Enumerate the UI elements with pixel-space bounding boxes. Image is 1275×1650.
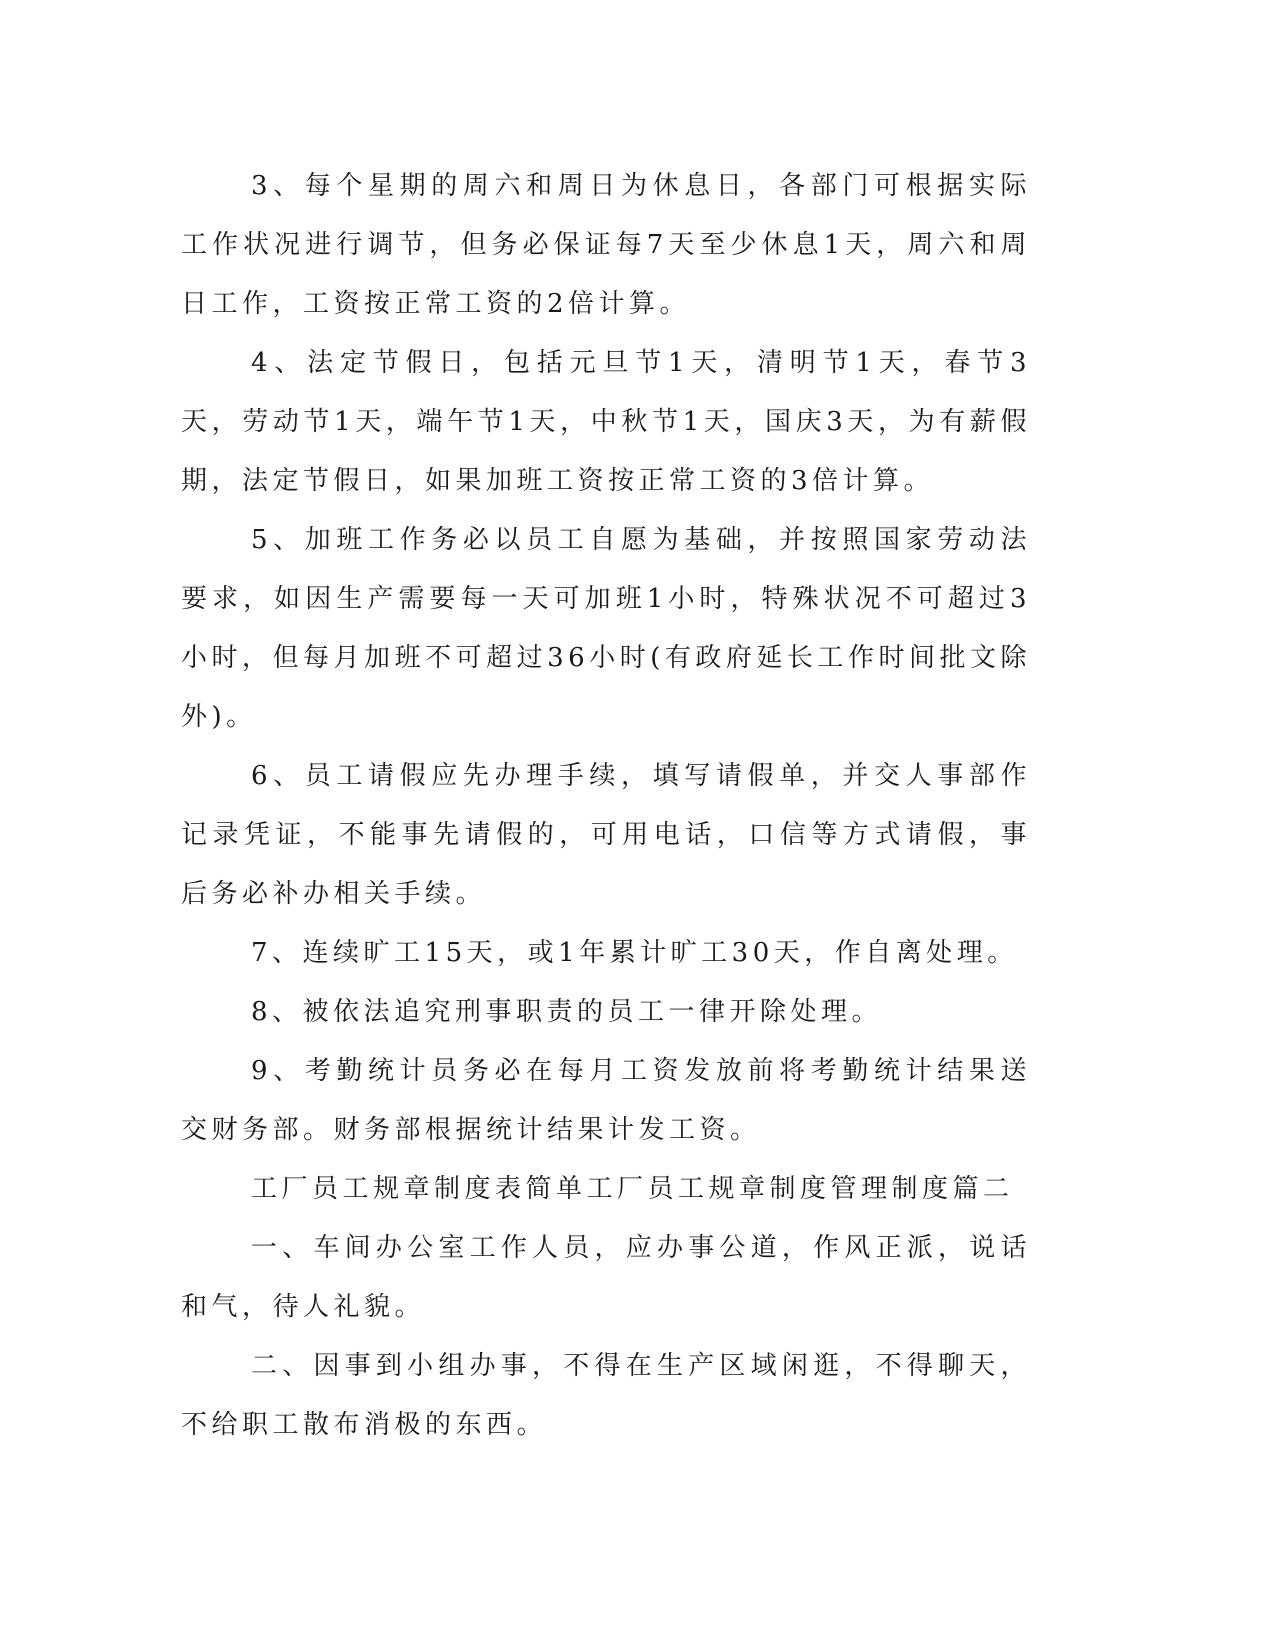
document-body [181,157,1031,1455]
paragraph-rule-9: 9、考勤统计员务必在每月工资发放前将考勤统计结果送交财务部。财务部根据统计结果计发工资。 [181,1056,1031,1145]
section-heading: 工厂员工规章制度表简单工厂员工规章制度管理制度篇二 [251,1174,1014,1204]
paragraph-rule-5: 5、加班工作务必以员工自愿为基础，并按照国家劳动法要求，如因生产需要每一天可加班1小时，特殊状况不可超过3小时，但每月加班不可超过36小时(有政府延长工作时间批文除外)。 [181,525,1031,732]
paragraph-rule-3: 3、每个星期的周六和周日为休息日，各部门可根据实际工作状况进行调节，但务必保证每7天至少休息1天，周六和周日工作，工资按正常工资的2倍计算。 [181,171,1031,319]
paragraph-rule-6: 6、员工请假应先办理手续，填写请假单，并交人事部作记录凭证，不能事先请假的，可用电话，口信等方式请假，事后务必补办相关手续。 [181,761,1031,909]
paragraph-rule-8: 8、被依法追究刑事职责的员工一律开除处理。 [251,997,883,1027]
paragraph-section2-item-1: 一、车间办公室工作人员，应办事公道，作风正派，说话和气，待人礼貌。 [181,1233,1031,1322]
paragraph-rule-4: 4、法定节假日，包括元旦节1天，清明节1天，春节3天，劳动节1天，端午节1天，中秋节1天，国庆3天，为有薪假期，法定节假日，如果加班工资按正常工资的3倍计算。 [181,348,1031,496]
paragraph-rule-7: 7、连续旷工15天，或1年累计旷工30天，作自离处理。 [251,938,1018,968]
paragraph-section2-item-2: 二、因事到小组办事，不得在生产区域闲逛，不得聊天，不给职工散布消极的东西。 [181,1351,1031,1440]
